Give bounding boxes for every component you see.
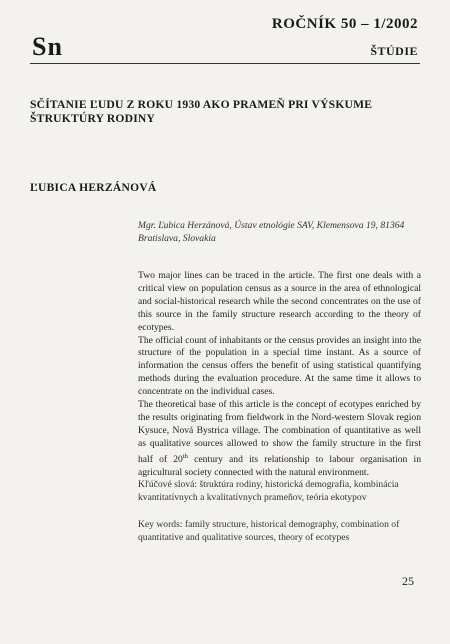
ordinal-suffix: th — [182, 452, 188, 460]
author-name: ĽUBICA HERZÁNOVÁ — [30, 182, 157, 194]
article-title — [30, 98, 420, 126]
issue-label: ROČNÍK 50 – 1/2002 — [271, 16, 418, 32]
abstract-paragraph: Two major lines can be traced in the article. The first one deals with a critical view on population census as a source in the area of ethnological and social-historical research while the second concentrates on the use of this source in the family structure research according to the theory of ecotypes. — [138, 270, 421, 333]
journal-mark: Sn — [32, 32, 63, 61]
abstract-paragraph: The official count of inhabitants or the census provides an insight into the structure of the population in a special time instant. As a source of information the census offers the benefit of using statistical quantifying methods during the evaluation procedure. At the same time it allows to concentrate on the individual cases. — [138, 334, 421, 398]
abstract-text: century and its relationship to labour organisation in agricultural society connected with the natural environment. — [138, 453, 421, 478]
affiliation-line-2: Bratislava, Slovakia — [138, 233, 216, 244]
title-line-1: SČÍTANIE ĽUDU Z ROKU 1930 AKO PRAMEŇ PRI VÝSKUME — [30, 98, 373, 111]
header-rule — [30, 63, 420, 64]
keywords-slovak: Kľúčové slová: štruktúra rodiny, historická demografia, kombinácia kvantitatívnych a kvalitatívnych prameňov, teória ekotypov — [138, 479, 399, 503]
section-label: ŠTÚDIE — [370, 44, 418, 58]
keywords-english: Key words: family structure, historical demography, combination of quantitative and qualitative sources, theory of ecotypes — [138, 519, 400, 543]
affiliation-line-1: Mgr. Ľubica Herzánová, Ústav etnológie SAV, Klemensova 19, 81364 — [138, 220, 405, 231]
author-affiliation — [138, 219, 418, 245]
abstract-text: The theoretical base of this article is the concept of ecotypes enriched by the results originating from fieldwork in the Nord-western Slovak region Kysuce, Nová Bystrica village. The combination of quantitative as well as qualitative sources allowed to show the family structure in the first half of 20 — [138, 399, 421, 465]
abstract — [138, 270, 421, 480]
page-number: 25 — [402, 574, 414, 588]
title-line-2: ŠTRUKTÚRY RODINY — [30, 112, 156, 125]
abstract-paragraph — [138, 399, 421, 480]
